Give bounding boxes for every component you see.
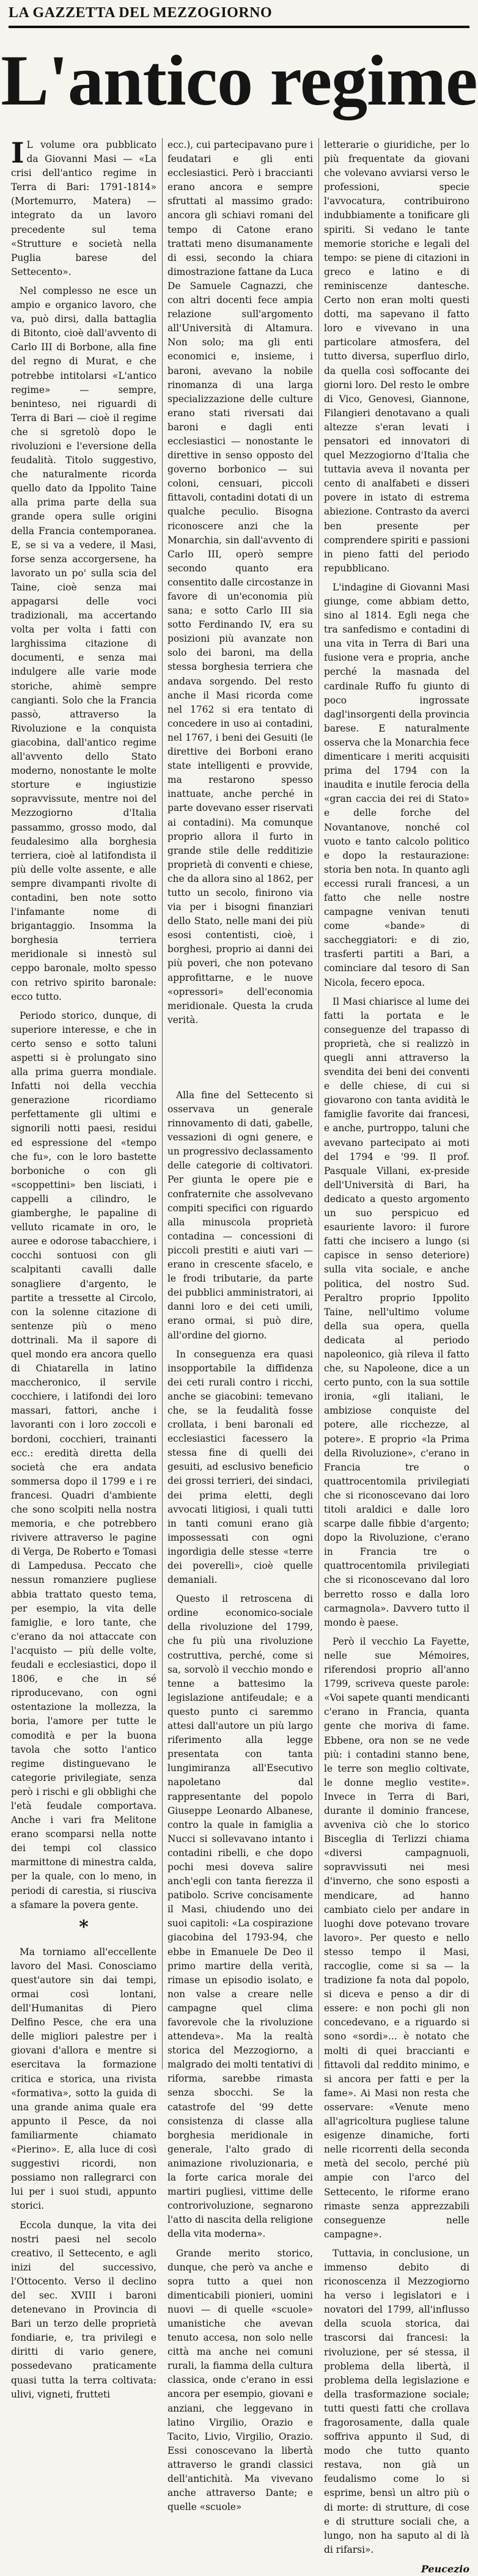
author-signature: Peucezio xyxy=(421,2563,469,2575)
column-rule xyxy=(318,138,319,2069)
paragraph: ecc.), cui partecipavano pure i feudatari e gli enti ecclesiastici. Però i braccianti erano ancora e sempre sfruttati al massimo grado: ancora gli schiavi romani del tempo di Catone erano trattati meno disumanamente di essi, secondo la chiara dimostrazione fattane da Luca De Samuele Cagnazzi, che con altri docenti fece ampia relazione sull'argomento all'Università di Altamura. Non solo; ma gli enti economici e, insieme, i baroni, avevano la nobile rinomanza di una larga specializzazione delle culture erano stati riversati dai baroni e dagli enti ecclesiastici — nonostante le direttive in senso opposto del governo borbonico — sui coloni, censuari, piccoli fittavoli, contadini dotati di un qualche peculio. Bisogna riconoscere anzi che la Monarchia, sin dall'avvento di Carlo III, operò sempre secondo quanto era consentito dalle circostanze in favore di un'economia più sana; e sotto Carlo III sia sotto Ferdinando IV, era su posizioni più avanzate non solo dei baroni, ma della stessa borghesia terriera che andava sorgendo. Del resto anche il Masi ricorda come nel 1762 si era tentato di concedere in uso ai contadini, nel 1767, i beni dei Gesuiti (le direttive dei Borboni erano state intelligenti e provvide, ma restarono spesso inattuate, anche perché in parte dovevano esser riservati ai contadini). Ma comunque proprio allora il furto in grande stile delle redditizie proprietà di conventi e chiese, che da allora sino al 1862, per tutto un secolo, finirono via via per i bisogni finanziari dello Stato, nelle mani dei più esosi contentisti, cioè, i borghesi, proprio ai danni dei più poveri, che non potevano approfittarne, e le nuove «opressori» dell'economia meridionale. Questa la cruda verità. xyxy=(167,139,313,1026)
paragraph xyxy=(11,138,156,279)
column-rule xyxy=(162,138,163,2069)
article-column-1 xyxy=(11,136,156,2400)
paragraph: In conseguenza era quasi insopportabile la diffidenza dei ceti rurali contro i ricchi, anche se giacobini: temevano che, se la feudalità fosse crollata, i beni baronali ed ecclesiastici facessero la stessa fine di quelli dei gesuiti, ad esclusivo beneficio dei grossi terrieri, dei sindaci, dei prima eletti, degli avvocati litigiosi, i quali tutti in tanti comuni erano già impossessati con ogni ingordigia delle stesse «terre dei poverelli», cioè quelle demaniali. xyxy=(167,1348,313,1586)
paragraph: Tuttavia, in conclusione, un immenso debito di riconoscenza il Mezzogiorno ha verso i legislatori e i novatori del 1799, all'influsso della scuola storica, dai trascorsi dai francesi: la rivoluzione, per sé stessa, il problema della libertà, il problema della legislazione e della trasformazione sociale; tutti questi fatti che crollava fragorosamente, dalla quale soffriva appunto il Sud, di modo che tutto quanto restava, non già un feudalismo come lo si esprime, bensì un altro più o di morte: di strutture, di cose e di strutture sociali che, a lungo, non ha saputo al di là di rifarsi». xyxy=(324,2247,469,2555)
paragraph: Ma torniamo all'eccellente lavoro del Masi. Conosciamo quest'autore sin dai tempi, ormai così lontani, dell'Humanitas di Piero Delfino Pesce, che era una delle migliori palestre per i giovani d'allora e mentre si esercitava la formazione critica e storica, una rivista «formativa», sotto la guida di una grande anima quale era appunto il Pesce, da noi familiarmente chiamato «Pierino». E, alla luce di così suggestivi ricordi, non possiamo non rallegrarci con lui per i suoi studi, appunto storici. xyxy=(11,1946,156,2212)
newspaper-name: LA GAZZETTA DEL MEZZOGIORNO xyxy=(9,5,273,21)
paragraph: Questo il retroscena di ordine economico-sociale della rivoluzione del 1799, che fu più una rivoluzione costruttiva, perché, come si sa, sorvolò il vecchio mondo e tenne a battesimo la legislazione antifeudale; e a questo punto ci saremmo attesi dall'autore un più largo riferimento alla legge presentata con tanta lungimiranza all'Esecutivo napoletano dal rappresentante del popolo Giuseppe Leonardo Albanese, contro la quale in famiglia a Nucci si sollevavano intanto i contadini ribelli, e che dopo pochi mesi doveva salire anch'egli con tanta fierezza il patibolo. Scrive concisamente il Masi, chiudendo uno dei suoi capitoli: «La cospirazione giacobina del 1793-94, che ebbe in Emanuele De Deo il primo martire della verità, rimase un episodio isolato, e non valse a creare nelle campagne quel clima favorevole che la rivoluzione attendeva». Ma la realtà storica del Mezzogiorno, a malgrado dei molti tentativi di riforma, sarebbe rimasta senza sbocchi. Se la catastrofe del '99 dette consistenza di classe alla borghesia meridionale in generale, l'alto grado di animazione rivoluzionaria, e la forte carica morale dei martiri pugliesi, vittime delle controrivoluzione, segnarono l'atto di nascita della religione della vita moderna». xyxy=(167,1593,313,2240)
paragraph-text: L volume ora pubblicato da Giovanni Masi — «La crisi dell'antico regime in Terra di Bari: 1791-1814» (Mortemurro, Matera) — integrato da un lavoro precedente sul tema «Strutture e società nella Puglia barese del Settecento». xyxy=(11,139,156,277)
article-body xyxy=(11,136,469,2575)
section-separator: * xyxy=(79,1916,89,1938)
drop-cap: I xyxy=(11,136,24,169)
paragraph: Il Masi chiarisce al lume dei fatti la portata e le conseguenze del trapasso di proprietà, che si realizzò in quegli anni attraverso la svendita dei beni dei conventi e delle chiese, di cui si giovarono con tanta avidità le famiglie favorite dai francesi, e anche, purtroppo, taluni che avevano partecipato ai moti del 1794 e '99. Il prof. Pasquale Villani, ex-preside dell'Università di Bari, ha dedicato a questo argomento un suo perspicuo ed esauriente lavoro: il furore fatti che incisero a lungo (si capisce in senso deteriore) sulla vita sociale, e anche politica, del nostro Sud. Peraltro proprio Ippolito Taine, nell'ultimo volume della sua opera, quella dedicata al periodo napoleonico, già rileva il fatto che, su Napoleone, dice a un certo punto, con la sua sottile ironia, «gli italiani, le ambiziose conquiste del potere, alle ricchezze, al potere». E proprio «la Prima della Rivoluzione», c'erano in Francia tre o quattrocentomila privilegiati che si riconoscevano dai loro titoli araldici e dalle loro scarpe dalle fibbie d'argento; dopo la Rivoluzione, c'erano in Francia tre o quattrocentomila privilegiati che si riconoscevano dal loro berretto rosso e dalla loro carmagnola». Davvero tutto il mondo è paese. xyxy=(324,996,469,1628)
paragraph: Però il vecchio La Fayette, nelle sue Mémoires, riferendosi proprio all'anno 1799, scriveva queste parole: «Voi sapete quanti mendicanti c'erano in Francia, quanta gente che moriva di fame. Ebbene, ora non se ne vede più: i contadini stanno bene, le terre son meglio coltivate, le donne meglio vestite». Invece in Terra di Bari, durante il dominio francese, avveniva ciò che lo storico Bisceglia di Terlizzi chiama «diversi campagnuoli, sopravvissuti nei mesi d'inverno, che sono esposti a mendicare, ad hanno cambiato cielo per andare in luoghi dove potevano trovare lavoro». Per questo e nello stesso tempo il Masi, raccoglie, come si sa — la tradizione fa nota dal popolo, si diceva e penso a dir di essere: e non pochi gli non concedevano, e a riguardo si sono «sordi»... è notato che molti di quei braccianti e fittavoli dal reddito minimo, e si ancora per fatti e per la fame». Ai Masi non resta che osservare: «Venute meno all'agricoltura pugliese talune esigenze dinamiche, forti nelle ricorrenti della seconda metà del secolo, perché più ampie con l'arco del Settecento, le riforme erano rimaste senza apprezzabili conseguenze nelle campagne». xyxy=(324,1635,469,2240)
article-headline: L'antico regime xyxy=(1,40,477,120)
column-spacer xyxy=(167,1032,313,1088)
paragraph: L'indagine di Giovanni Masi giunge, come abbiam detto, sino al 1814. Egli nega che tra sanfedismo e contadini di una vita in Terra di Bari una fusione vera e propria, anche perché la masnada del cardinale Ruffo fu giunto di poco ingrossate dagl'insorgenti della provincia barese. E naturalmente osserva che la Monarchia fece dimenticare i meriti acquisiti prima del 1794 con la inaudita e inutile ferocia della «gran caccia dei rei di Stato» e delle forche del Novantanove, nonché col vuoto e tanto calcolo politico e dopo la restaurazione: storia ben nota. In quanto agli eccessi rurali francesi, a un fatto che nelle nostre campagne venivan tenuti come «bande» di saccheggiatori: e di zio, trasferti partiti a Bari, a cominciare dal tesoro di San Nicola, fecero epoca. xyxy=(324,581,469,988)
paragraph: Nel complesso ne esce un ampio e organico lavoro, che va, può dirsi, dalla battaglia di Bitonto, cioè dall'avvento di Carlo III di Borbone, alla fine del regno di Murat, e che potrebbe intitolarsi «L'antico regime» — sempre, beninteso, nei riguardi di Terra di Bari — cioè il regime che si sgretolò dopo le rivoluzioni e l'eversione della feudalità. Titolo suggestivo, che naturalmente ricorda quello dato da Ippolito Taine alla prima parte della sua grande opera sulle origini della Francia contemporanea. E, se si va a vedere, il Masi, forse senza accorgersene, ha lavorato un po' sulla scia del Taine, cioè senza mai appagarsi delle voci tradizionali, ma accertando volta per volta i fatti con larghissima citazione di documenti, e senza mai indulgere alle varie mode storiche, ahimè sempre cangianti. Solo che la Francia passò, attraverso la Rivoluzione e la conquista giacobina, dall'antico regime all'avvento dello Stato moderno, nonostante le molte storture e ingiustizie sopravvissute, mentre noi del Mezzogiorno d'Italia passammo, grosso modo, dal feudalesimo alla borghesia terriera, cioè al latifondista il più delle volte assente, e alle sempre divampanti rivolte di contadini, ben note sotto l'infamante nome di brigantaggio. Insomma la borghesia terriera meridionale si innestò sul ceppo baronale, molto spesso con retrivo spirito baronale: ecco tutto. xyxy=(11,285,156,1002)
paragraph: Grande merito storico, dunque, che però va anche e sopra tutto a quei non dimenticabili pionieri, uomini nuovi — di quelle «scuole» umanistiche che avevan tenuto accesa, non solo nelle città ma anche nei comuni rurali, la fiamma della cultura classica, onde c'erano in essi ancora per esempio, giovani e anziani, che leggevano in latino Virgilio, Orazio e Tacito, Livio, Virgilio, Orazio. Essi conoscevano la libertà attraverso le grandi classici dell'antichità. Ma vivevano anche attraverso Dante; e quelle «scuole» xyxy=(167,2247,313,2513)
paragraph: letterarie o giuridiche, per lo più frequentate da giovani che volevano avviarsi verso le professioni, specie l'avvocatura, contribuirono indubbiamente a tonificare gli spiriti. Si vedano le tante memorie storiche e legali del tempo: se piene di citazioni in greco e latino e di reminiscenze dantesche. Certo non eran molti questi dotti, ma sapevano il fatto loro e vivevano in una particolare atmosfera, del tutto diversa, superfluo dirlo, da quella così soffocante dei giorni loro. Del resto le ombre di Vico, Genovesi, Giannone, Filangieri denotavano a quali altezze s'eran levati i pensatori ed innovatori di quel Mezzogiorno d'Italia che tuttavia aveva il novanta per cento di analfabeti e disseri povere in istato di estrema abiezione. Contrasto da averci ben presente per comprendere spiriti e passioni in pieno fatti del periodo repubblicano. xyxy=(324,139,469,574)
article-column-2 xyxy=(167,138,313,2513)
paragraph: Periodo storico, dunque, di superiore interesse, e che in certo senso e sotto taluni aspetti si è prolungato sino alla prima guerra mondiale. Infatti noi della vecchia generazione ricordiamo perfettamente gli ultimi e signorili notti paesi, residui ed espressione del «tempo che fu», con le loro bastette borboniche o con gli «scoppettini» ben lisciati, i cappelli a cilindro, le giamberghe, le papaline di velluto ricamate in oro, le auree e odorose tabacchiere, i cocchi sontuosi con gli scalpitanti cavalli dalle sonagliere d'argento, le partite a tressette al Circolo, con la solenne citazione di sentenze più o meno dottrinali. Ma il sapore di quel mondo era ancora quello di Chiatarella in latino maccheronico, il servile cocchiere, i latifondi dei loro massari, fattori, anche i lavoranti con i loro zoccoli e bordoni, cocchieri, trainanti ecc.: eredità diretta della società che era andata sommersa dopo il 1799 e i re francesi. Quadri d'ambiente che sono scolpiti nella nostra memoria, e che potrebbero rivivere attraverso le pagine di Verga, De Roberto e Tomasi di Lampedusa. Peccato che nessun romanziere pugliese abbia trattato questo tema, per esempio, la vita delle famiglie, e loro tante, che c'erano da noi attaccate con l'acquisto — più delle volte, feudali e ecclesiastici, dopo il 1806, e che in sé riproducevano, con ogni ostentazione la mollezza, la boria, l'amore per tutte le comodità e per la buona tavola che sotto l'antico regime distinguevano le categorie privilegiate, senza però i rischi e gli obblighi che l'età feudale comportava. Anche i vari fra Melitone erano scomparsi nella notte dei tempi col classico marmittone di minestra calda, per la quale, con lo meno, in periodi di carestia, si riusciva a sfamare la povera gente. xyxy=(11,1010,156,1910)
paragraph: Eccola dunque, la vita dei nostri paesi nel secolo creativo, il Settecento, e agli inizi del successivo, l'Ottocento. Verso il declino del sec. XVIII i baroni detenevano in Provincia di Bari un terzo delle proprietà fondiarie, e, tra privilegi e diritti di vario genere, possedevano praticamente quasi tutta la terra coltivata: ulivi, vigneti, frutteti xyxy=(11,2219,156,2400)
paragraph: Alla fine del Settecento si osservava un generale rinnovamento di dati, gabelle, vessazioni di ogni genere, e un progressivo declassamento delle categorie di coltivatori. Per giunta le opere pie e confraternite che assolvevano compiti specifici con riguardo alla minuscola proprietà contadina — concessioni di piccoli prestiti e aiuti vari — erano in crescente sfacelo, e le frodi tributarie, da parte dei pubblici amministratori, ai danni loro e dei ceti umili, erano ormai, si può dire, all'ordine del giorno. xyxy=(167,1089,313,1341)
masthead xyxy=(9,1,469,28)
article-column-3 xyxy=(324,138,469,2575)
